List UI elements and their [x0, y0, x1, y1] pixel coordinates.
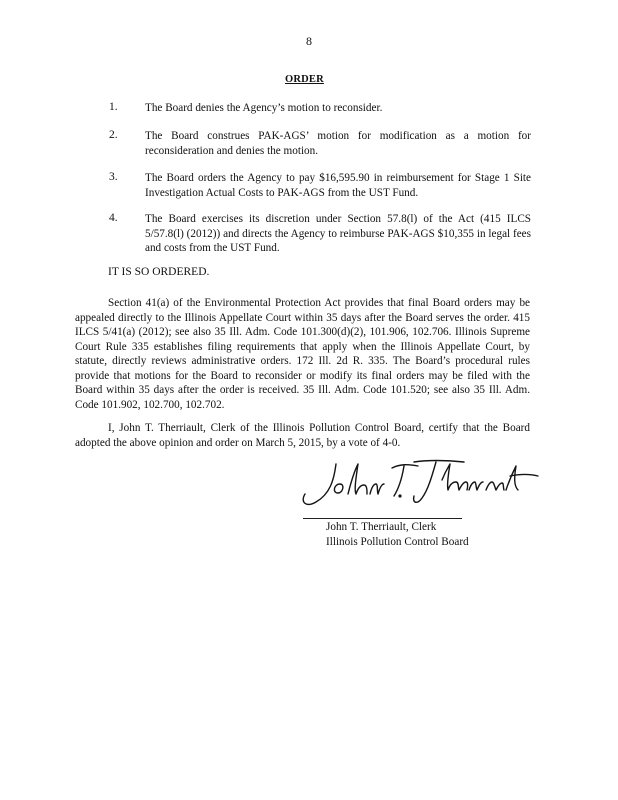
order-item-text: The Board exercises its discretion under Section 57.8(l) of the Act (415 ILCS 5/57.8(l) (2012)) and directs the Agency to reimburse PAK-AGS $10,355 in legal fees and costs from the UST Fund.: [145, 213, 531, 254]
handwritten-signature: [296, 450, 541, 516]
certification-paragraph: I, John T. Therriault, Clerk of the Illinois Pollution Control Board, certify that the Board adopted the above opinion and order on March 5, 2015, by a vote of 4-0.: [75, 422, 530, 449]
clerk-name: John T. Therriault, Clerk: [326, 521, 437, 533]
so-ordered-line: IT IS SO ORDERED.: [108, 266, 210, 278]
signature-line: [303, 518, 462, 519]
order-item-number: 1.: [109, 101, 118, 113]
order-item-text: The Board denies the Agency’s motion to reconsider.: [145, 102, 383, 114]
order-item-number: 3.: [109, 171, 118, 183]
board-name: Illinois Pollution Control Board: [326, 536, 469, 548]
order-item-text: The Board construes PAK-AGS’ motion for modification as a motion for reconsideration and denies the motion.: [145, 130, 531, 157]
order-item-number: 4.: [109, 212, 118, 224]
appeal-paragraph: Section 41(a) of the Environmental Protection Act provides that final Board orders may be appealed directly to the Illinois Appellate Court within 35 days after the Board serves the order. 415 ILCS 5/41(a) (2012); see also 35 Ill. Adm. Code 101.300(d)(2), 101.906, 102.706. Illinois Supreme Court Rule 335 establishes filing requirements that apply when the Illinois Appellate Court, by statute, directly reviews administrative orders. 172 Ill. 2d R. 335. The Board’s procedural rules provide that motions for the Board to reconsider or modify its final orders may be filed with the Board within 35 days after the order is received. 35 Ill. Adm. Code 101.520; see also 35 Ill. Adm. Code 101.902, 102.700, 102.702.: [75, 297, 530, 411]
page-number: 8: [306, 34, 312, 48]
order-heading: ORDER: [285, 74, 324, 85]
order-item-number: 2.: [109, 129, 118, 141]
order-item-text: The Board orders the Agency to pay $16,595.90 in reimbursement for Stage 1 Site Investigation Actual Costs to PAK-AGS from the UST Fund.: [145, 172, 531, 199]
